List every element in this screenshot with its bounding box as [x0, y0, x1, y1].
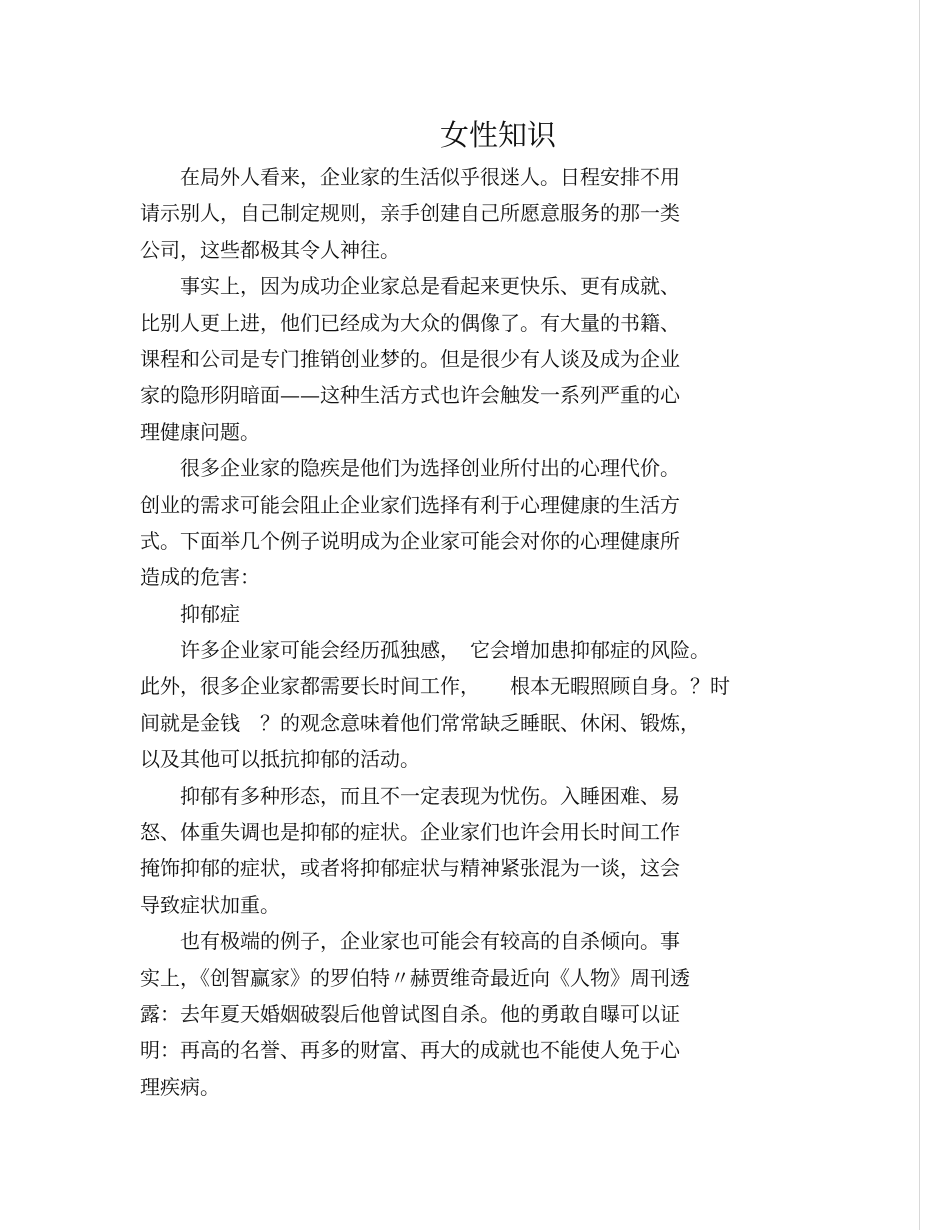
text-line: 怒、体重失调也是抑郁的症状。企业家们也许会用长时间工作: [140, 820, 680, 845]
text-line: 理疾病。: [140, 1074, 220, 1099]
page-edge-divider: [919, 0, 920, 1230]
text-line: 导致症状加重。: [140, 892, 280, 917]
text-line: 式。下面举几个例子说明成为企业家可能会对你的心理健康所: [140, 528, 680, 553]
text-line: 很多企业家的隐疾是他们为选择创业所付出的心理代价。: [140, 456, 680, 481]
text-line: 明：再高的名誉、再多的财富、再大的成就也不能使人免于心: [140, 1038, 680, 1063]
text-line: 请示别人，自己制定规则，亲手创建自己所愿意服务的那一类: [140, 201, 680, 226]
text-line: 间就是金钱 ？的观念意味着他们常常缺乏睡眠、休闲、锻炼，: [140, 710, 700, 735]
text-line: 比别人更上进，他们已经成为大众的偶像了。有大量的书籍、: [140, 310, 680, 335]
text-line: 以及其他可以抵抗抑郁的活动。: [140, 747, 420, 772]
text-line: 许多企业家可能会经历孤独感， 它会增加患抑郁症的风险。: [140, 638, 710, 663]
text-line: 创业的需求可能会阻止企业家们选择有利于心理健康的生活方: [140, 492, 680, 517]
text-line: 家的隐形阴暗面——这种生活方式也许会触发一系列严重的心: [140, 383, 680, 408]
text-line: 也有极端的例子，企业家也可能会有较高的自杀倾向。事: [140, 929, 680, 954]
text-line: 抑郁有多种形态，而且不一定表现为忧伤。入睡困难、易: [140, 783, 680, 808]
text-line: 此外，很多企业家都需要长时间工作， 根本无暇照顾自身。？时: [140, 674, 730, 699]
text-line: 露：去年夏天婚姻破裂后他曾试图自杀。他的勇敢自曝可以证: [140, 1001, 680, 1026]
document-text: [140, 159, 800, 1105]
document-title: 女性知识: [439, 118, 556, 152]
text-line: 掩饰抑郁的症状，或者将抑郁症状与精神紧张混为一谈，这会: [140, 856, 680, 881]
text-line: 理健康问题。: [140, 419, 260, 444]
text-line: 公司，这些都极其令人神往。: [140, 237, 400, 262]
text-line: 事实上，因为成功企业家总是看起来更快乐、更有成就、: [140, 274, 680, 299]
text-line: 课程和公司是专门推销创业梦的。但是很少有人谈及成为企业: [140, 346, 680, 371]
text-line: 造成的危害：: [140, 565, 260, 590]
document-body: [140, 115, 800, 1105]
text-line: 实上，《创智赢家》的罗伯特〃赫贾维奇最近向《人物》周刊透: [140, 965, 690, 990]
section-heading-depression: 抑郁症: [140, 601, 240, 626]
text-line: 在局外人看来，企业家的生活似乎很迷人。日程安排不用: [140, 165, 680, 189]
